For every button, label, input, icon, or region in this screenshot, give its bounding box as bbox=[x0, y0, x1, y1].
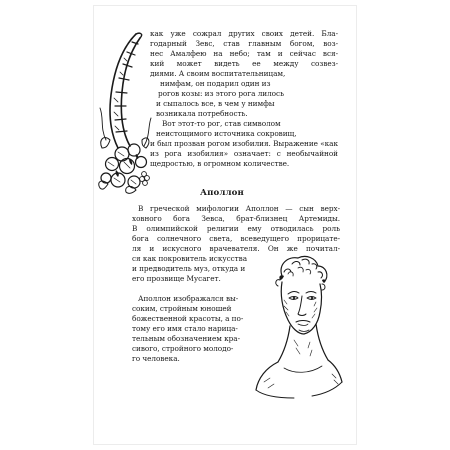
section-title: Аполлон bbox=[200, 188, 244, 198]
text-line: и сыпалось все, в чем у нимфы bbox=[156, 99, 275, 108]
text-line: В олимпийской религии ему отводилась роль bbox=[132, 224, 340, 233]
text-line: божественной красоты, а по- bbox=[132, 314, 244, 323]
text-line: бога солнечного света, всеведущего прорицате- bbox=[132, 234, 340, 243]
text-line: тому его имя стало нарица- bbox=[132, 324, 238, 333]
text-line: ховного бога Зевса, брат-близнец Артемиды. bbox=[132, 214, 340, 223]
text-line: го человека. bbox=[132, 354, 180, 363]
text-line: соким, стройным юношей bbox=[132, 304, 232, 313]
text-line: возникала потребность. bbox=[156, 109, 248, 118]
book-page bbox=[94, 6, 356, 444]
apollo-bust-engraving-icon bbox=[254, 250, 344, 400]
text-line: В греческой мифологии Аполлон — сын верх- bbox=[138, 204, 340, 213]
text-line: и предводитель муз, откуда и bbox=[132, 264, 246, 273]
text-line: рогов козы: из этого рога лилось bbox=[158, 89, 284, 98]
text-line: Аполлон изображался вы- bbox=[138, 294, 239, 303]
text-line: Вот этот-то рог, став символом bbox=[162, 119, 281, 128]
text-line: годарный Зевс, став главным богом, воз- bbox=[150, 39, 338, 48]
text-line: его прозвище Мусагет. bbox=[132, 274, 221, 283]
text-line: и был прозван рогом изобилия. Выражение «как bbox=[150, 139, 338, 148]
text-line: из рога изобилия» означает: с необычайной bbox=[150, 149, 338, 158]
text-line: нес Амалфею на небо; там и сейчас вся- bbox=[150, 49, 338, 58]
text-line: сивого, стройного молодо- bbox=[132, 344, 234, 353]
text-line: неистощимого источника сокровищ, bbox=[156, 129, 297, 138]
text-line: тельным обозначением кра- bbox=[132, 334, 240, 343]
text-line: ля и искусного врачевателя. Он же почитал- bbox=[132, 244, 340, 253]
text-line: как уже сожрал других своих детей. Бла- bbox=[150, 29, 338, 38]
cornucopia-engraving-icon bbox=[96, 28, 152, 198]
text-line: ся как покровитель искусства bbox=[132, 254, 248, 263]
text-line: кий может видеть ее между созвез- bbox=[150, 59, 338, 68]
text-line: щедростью, в огромном количестве. bbox=[150, 159, 290, 168]
text-line: нимфам, он подарил один из bbox=[160, 79, 271, 88]
text-line: диями. А своим воспитательницам, bbox=[150, 69, 286, 78]
